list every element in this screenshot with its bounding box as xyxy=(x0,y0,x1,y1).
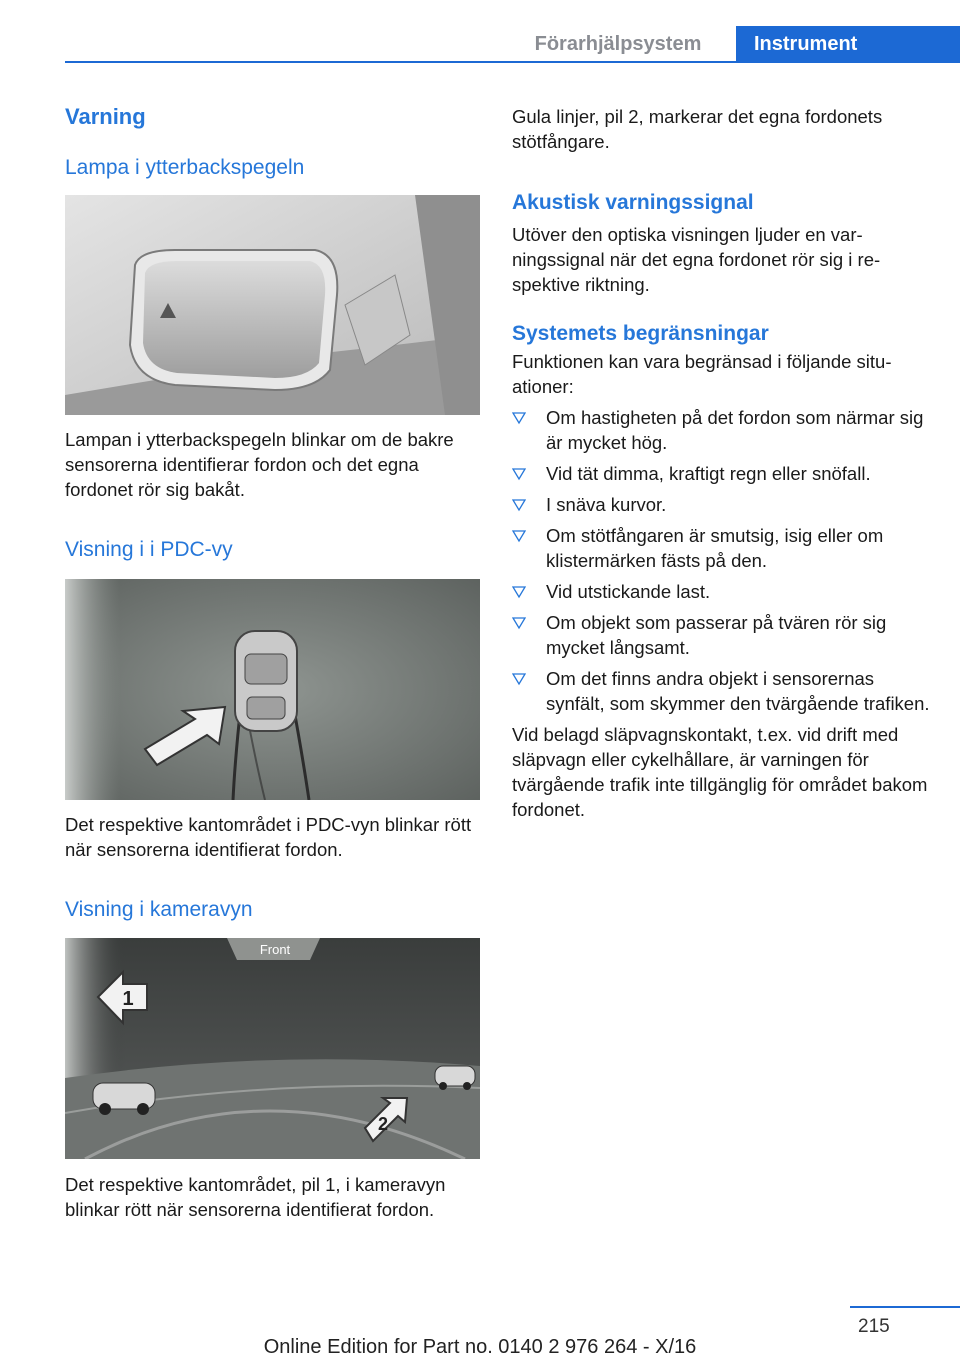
arrow-1-label: 1 xyxy=(122,988,134,1010)
bullet-triangle-icon xyxy=(512,672,526,686)
section-tab: Förarhjälpsystem xyxy=(534,32,702,55)
bullet-triangle-icon xyxy=(512,529,526,543)
camera-caption xyxy=(65,1172,480,1222)
list-item: Om det finns andra objekt i sensorernas synfält, som skymmer den tvärgående trafiken. xyxy=(512,666,932,716)
bullet-triangle-icon xyxy=(512,585,526,599)
pdc-heading: Visning i i PDC-vy xyxy=(65,538,233,561)
camera-front-label: Front xyxy=(259,942,291,957)
intro-text: Gula linjer, pil 2, markerar det egna fordonets stötfångare. xyxy=(512,106,883,152)
mirror-caption xyxy=(65,427,480,502)
chapter-tab: Instrument xyxy=(736,26,960,62)
list-item: I snäva kurvor. xyxy=(512,492,932,517)
acoustic-heading: Akustisk varningssignal xyxy=(512,191,754,214)
bullet-triangle-icon xyxy=(512,467,526,481)
list-item: Om hastigheten på det fordon som närmar sig är mycket hög. xyxy=(512,405,932,455)
car-right-icon xyxy=(435,1066,475,1090)
outro-text: Vid belagd släpvagnskontakt, t.ex. vid drift med släpvagn eller cykelhållare, är varningen för tvärgående trafik inte tillgänglig för området bakom fordonet. xyxy=(512,724,928,820)
warning-heading: Varning xyxy=(65,104,146,129)
limits-heading: Systemets begränsningar xyxy=(512,322,769,345)
footer-rule xyxy=(850,1306,960,1308)
left-column xyxy=(65,104,480,180)
list-item: Om objekt som passerar på tvären rör sig mycket långsamt. xyxy=(512,610,932,660)
pdc-text: Det respektive kantområdet i PDC-vyn blinkar rött när sensorerna identifierat fordon. xyxy=(65,814,472,860)
mirror-heading: Lampa i ytterbackspegeln xyxy=(65,156,305,179)
camera-heading-wrap xyxy=(65,898,480,922)
limits-intro: Funktionen kan vara begränsad i följande situationer: xyxy=(512,351,892,397)
acoustic-text: Utöver den optiska visningen ljuder en varningssignal när det egna fordonet rör sig i respektive riktning. xyxy=(512,224,881,295)
bullet-triangle-icon xyxy=(512,616,526,630)
limits-list xyxy=(512,405,932,716)
camera-figure xyxy=(65,938,480,1159)
list-item: Vid utstickande last. xyxy=(512,579,932,604)
list-item: Vid tät dimma, kraftigt regn eller snöfall. xyxy=(512,461,932,486)
header-rule xyxy=(65,61,960,63)
pdc-figure xyxy=(65,579,480,800)
bullet-triangle-icon xyxy=(512,411,526,425)
arrow-2-label: 2 xyxy=(377,1114,389,1134)
bullet-triangle-icon xyxy=(512,498,526,512)
page-number: 215 xyxy=(858,1316,890,1337)
camera-heading: Visning i kameravyn xyxy=(65,898,253,921)
list-item: Om stötfångaren är smutsig, isig eller om klistermärken fästs på den. xyxy=(512,523,932,573)
edition-line: Online Edition for Part no. 0140 2 976 264 - X/16 xyxy=(263,1336,697,1358)
right-column xyxy=(512,104,932,822)
mirror-figure xyxy=(65,195,480,415)
camera-text: Det respektive kantområdet, pil 1, i kameravyn blinkar rött när sensorerna identifierat fordon. xyxy=(65,1174,446,1220)
pdc-caption xyxy=(65,812,480,862)
pdc-heading-wrap xyxy=(65,538,480,562)
mirror-text: Lampan i ytterbackspegeln blinkar om de bakre sensorerna identifierar fordon och det egna fordonet rör sig bakåt. xyxy=(65,429,454,500)
